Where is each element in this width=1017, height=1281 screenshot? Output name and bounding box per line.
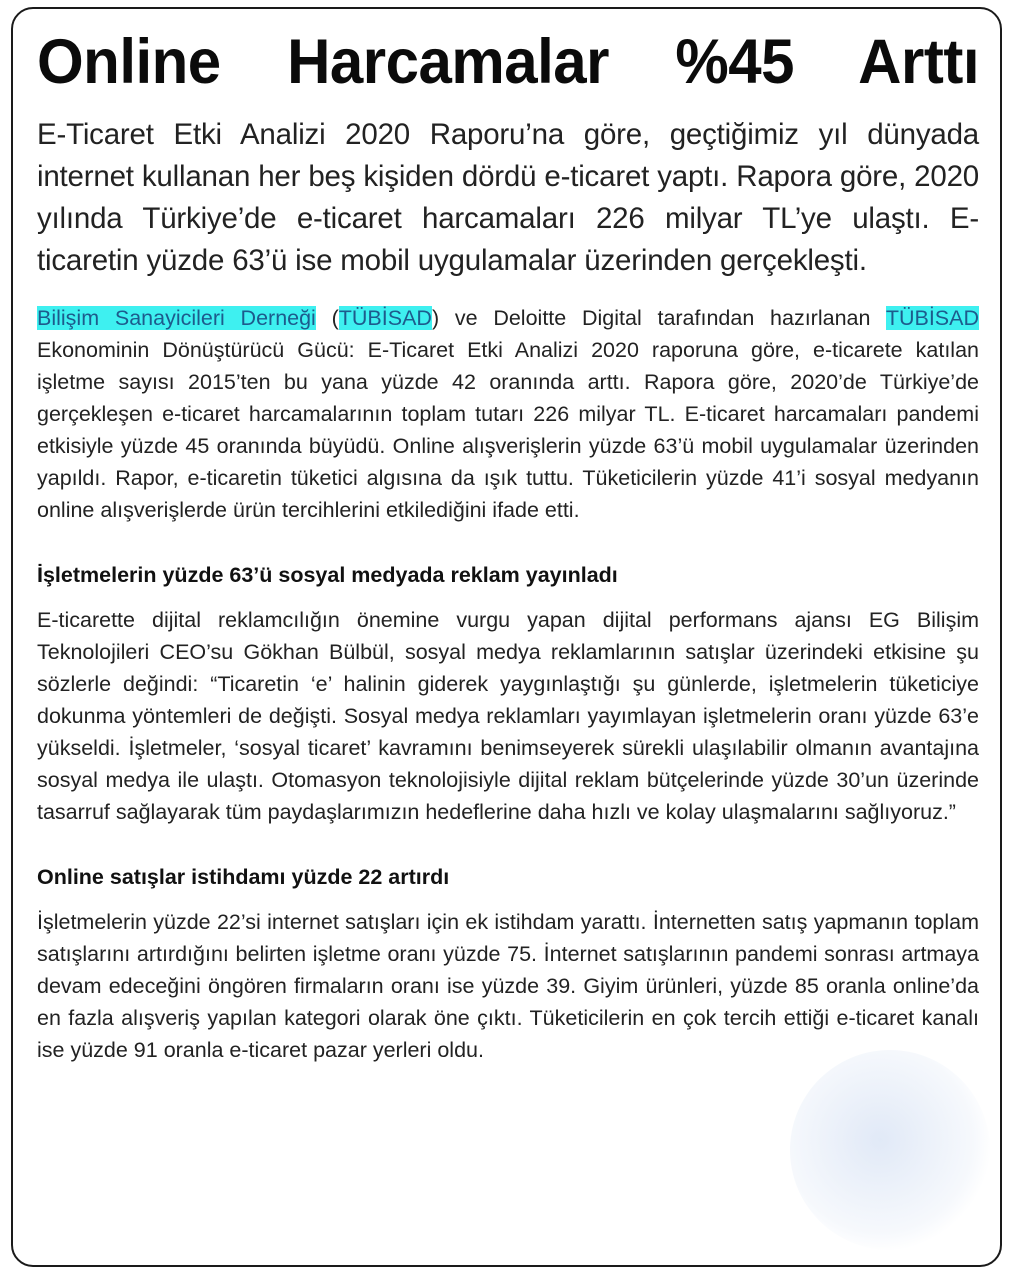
paragraph-1-text-b: Ekonominin Dönüştürücü Gücü: E-Ticaret Etki Analizi 2020 raporuna göre, e-ticarete katılan işletme sayısı 2015’ten bu yana yüzde 42 oranında arttı. Rapora göre, 2020’de Türkiye’de gerçekleşen e-ticaret harcamalarının toplam tutarı 226 milyar TL. E-ticaret harcamaları pandemi etkisiyle yüzde 45 oranında büyüdü. Online alışverişlerin yüzde 63’ü mobil uygulamalar üzerinden yapıldı. Rapor, e-ticaretin tüketici algısına da ışık tuttu. Tüketicilerin yüzde 41’i sosyal medyanın online alışverişlerde ürün tercihlerini etkilediğini ifade etti. xyxy=(37,338,979,522)
section-1-heading: İşletmelerin yüzde 63’ü sosyal medyada reklam yayınladı xyxy=(37,563,618,587)
section-2-heading: Online satışlar istihdamı yüzde 22 artırdı xyxy=(37,865,450,889)
section-1-text: E-ticarette dijital reklamcılığın önemine vurgu yapan dijital performans ajansı EG Bilişim Teknolojileri CEO’su Gökhan Bülbül, sosyal medya reklamlarının satışlar üzerindeki etkisine şu sözlerle değindi: “Ticaretin ‘e’ halinin giderek yaygınlaştığı şu günlerde, işletmelerin tüketiciye dokunma yöntemleri de değişti. Sosyal medya reklamları yayımlayan işletmelerin oranı yüzde 63’e yükseldi. İşletmeler, ‘sosyal ticaret’ kavramını benimseyerek sürekli ulaşılabilir olmanın avantajına sosyal medya ile ulaştı. Otomasyon teknolojisiyle dijital reklam bütçelerinde yüzde 30’un üzerinde tasarruf sağlayarak tüm paydaşlarımızın hedeflerine daha hızlı ve kolay ulaşmalarını sağlıyoruz.” xyxy=(37,608,979,824)
highlighted-org-abbr: TÜBİSAD xyxy=(338,306,432,330)
article-paragraph-1 xyxy=(37,302,979,526)
paragraph-1-text-a: ) ve Deloitte Digital tarafından hazırlanan xyxy=(431,306,886,330)
article xyxy=(37,26,979,1066)
article-title: Online Harcamalar %45 Arttı xyxy=(37,26,979,97)
highlighted-org-name: Bilişim Sanayicileri Derneği xyxy=(37,306,316,330)
section-2-text: İşletmelerin yüzde 22’si internet satışları için ek istihdam yarattı. İnternetten satış yapmanın toplam satışlarını artırdığını belirten işletme oranı yüzde 75. İnternet satışlarının pandemi sonrası artmaya devam edeceğini öngören firmaların oranı ise yüzde 39. Giyim ürünleri, yüzde 85 oranla online’da en fazla alışveriş yapılan kategori olarak öne çıktı. Tüketicilerin en çok tercih ettiği e-ticaret kanalı ise yüzde 91 oranla e-ticaret pazar yerleri oldu. xyxy=(37,910,979,1062)
paren-open-text: ( xyxy=(315,306,339,330)
highlighted-org-abbr-2: TÜBİSAD xyxy=(885,306,979,330)
article-lead: E-Ticaret Etki Analizi 2020 Raporu’na göre, geçtiğimiz yıl dünyada internet kullanan her beş kişiden dördü e-ticaret yaptı. Rapora göre, 2020 yılında Türkiye’de e-ticaret harcamaları 226 milyar TL’ye ulaştı. E-ticaretin yüzde 63’ü ise mobil uygulamalar üzerinden gerçekleşti. xyxy=(37,118,979,277)
